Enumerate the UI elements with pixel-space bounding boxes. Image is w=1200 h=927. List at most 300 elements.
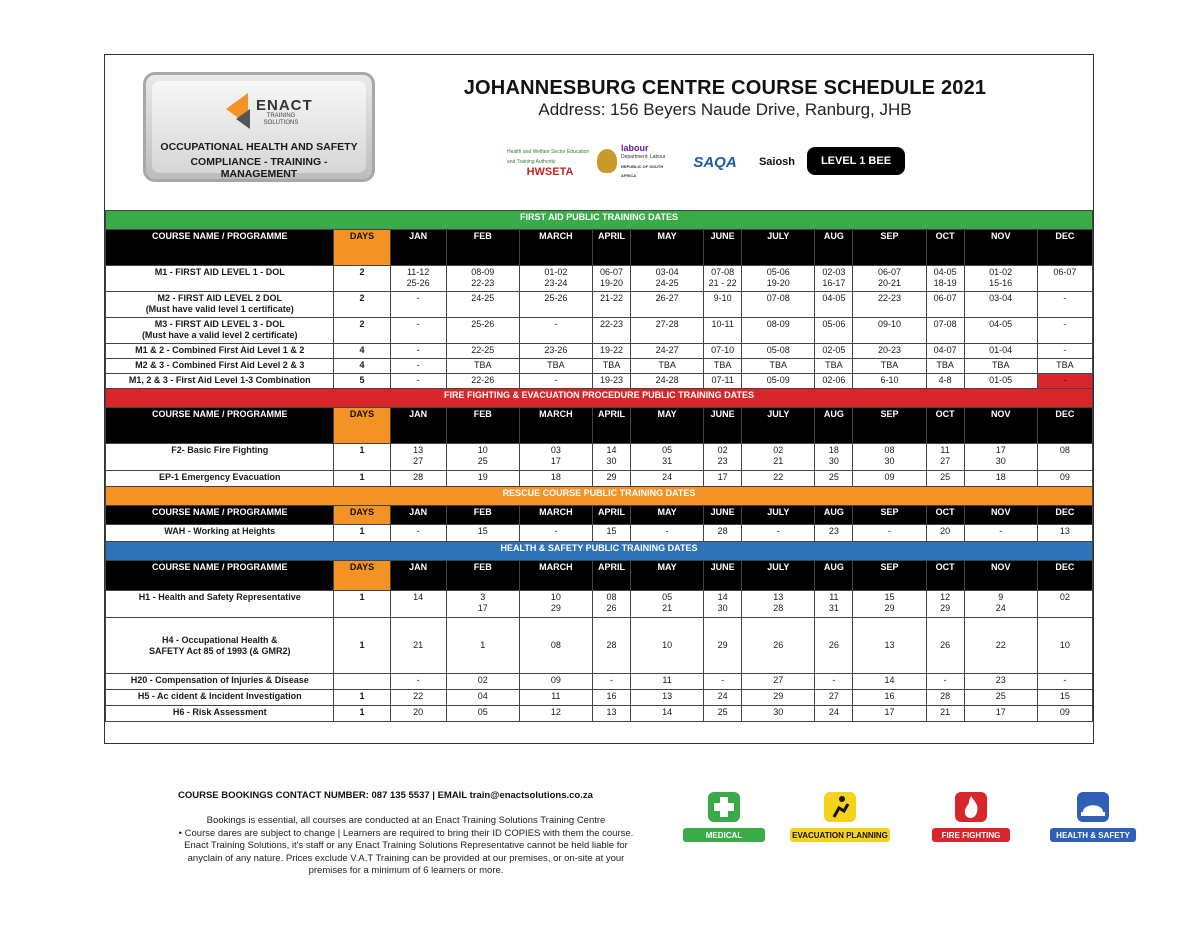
date-cell — [519, 690, 592, 706]
date-line-1: 24-28 — [655, 375, 679, 385]
date-cell — [446, 706, 519, 722]
header-month: DEC — [1037, 408, 1092, 444]
medical-cross-icon — [708, 792, 740, 822]
date-cell — [592, 292, 630, 318]
date-cell — [815, 618, 853, 674]
section-title: HEALTH & SAFETY PUBLIC TRAINING DATES — [106, 542, 1093, 561]
date-line-1: 09 — [1059, 707, 1070, 717]
date-line-1: 13 — [662, 691, 673, 701]
course-name-line-1: EP-1 Emergency Evacuation — [158, 472, 281, 482]
date-line-1: 15 — [606, 526, 617, 536]
date-cell — [1037, 444, 1092, 471]
date-line-1: - — [416, 345, 420, 355]
date-cell — [446, 444, 519, 471]
date-line-1: TBA — [825, 360, 843, 370]
course-name-line-2: SAFETY Act 85 of 1993 (& GMR2) — [148, 645, 291, 656]
date-line-1: - — [887, 526, 891, 536]
date-line-1: 19-23 — [599, 375, 623, 385]
header-month: SEP — [853, 561, 926, 591]
date-cell — [853, 359, 926, 374]
date-cell — [592, 591, 630, 618]
date-line-1: 04 — [477, 691, 488, 701]
date-line-2: 17 — [550, 456, 561, 466]
logo-subtitle: TRAINING SOLUTIONS — [263, 113, 299, 126]
date-line-2: 28 — [773, 603, 784, 613]
date-cell — [1037, 471, 1092, 487]
course-name-line-1: F2- Basic Fire Fighting — [171, 445, 269, 455]
date-line-1: 13 — [773, 592, 784, 602]
date-cell — [390, 444, 446, 471]
date-cell — [742, 318, 815, 344]
header-course: COURSE NAME / PROGRAMME — [106, 230, 334, 266]
date-line-1: 25 — [995, 691, 1006, 701]
date-line-1: - — [1063, 675, 1067, 685]
logo-tagline-1: OCCUPATIONAL HEALTH AND SAFETY — [160, 141, 358, 153]
date-cell — [964, 344, 1037, 359]
date-line-1: 10 — [550, 592, 561, 602]
header-month: JAN — [390, 408, 446, 444]
date-cell — [815, 690, 853, 706]
date-cell — [704, 374, 742, 389]
date-line-1: TBA — [713, 360, 732, 370]
date-cell — [853, 318, 926, 344]
course-row — [106, 690, 1093, 706]
date-cell — [631, 359, 704, 374]
date-line-1: 08 — [884, 445, 895, 455]
date-line-1: 27-28 — [655, 319, 679, 329]
date-line-1: 6-10 — [880, 375, 899, 385]
labour-logo: labour Department: Labour REPUBLIC OF SOUTH AFRICA — [597, 147, 677, 177]
date-cell — [519, 292, 592, 318]
date-cell — [631, 318, 704, 344]
course-row — [106, 374, 1093, 389]
course-name-line-1: H20 - Compensation of Injuries & Disease — [130, 675, 309, 685]
course-row — [106, 318, 1093, 344]
date-line-1: 21-22 — [599, 293, 623, 303]
date-cell — [1037, 618, 1092, 674]
date-line-2: 30 — [995, 456, 1006, 466]
date-cell — [390, 374, 446, 389]
evacuation-icon — [824, 792, 856, 822]
date-line-1: 28 — [717, 526, 728, 536]
date-line-1: 06-07 — [877, 267, 901, 277]
date-cell — [1037, 591, 1092, 618]
date-cell — [815, 359, 853, 374]
date-cell — [1037, 690, 1092, 706]
date-cell — [926, 591, 964, 618]
course-name-line-2: (Must have valid level 1 certificate) — [145, 304, 294, 314]
course-row — [106, 525, 1093, 542]
course-days: 5 — [334, 374, 390, 389]
date-line-1: 16 — [606, 691, 617, 701]
date-line-1: - — [416, 319, 420, 329]
header-month: FEB — [446, 506, 519, 525]
date-cell — [742, 618, 815, 674]
date-cell — [390, 618, 446, 674]
header-month: NOV — [964, 408, 1037, 444]
date-cell — [815, 591, 853, 618]
date-cell — [446, 525, 519, 542]
date-line-2: 25-26 — [406, 278, 430, 288]
date-cell — [704, 266, 742, 292]
date-cell — [592, 525, 630, 542]
date-cell — [742, 444, 815, 471]
header-course: COURSE NAME / PROGRAMME — [106, 561, 334, 591]
date-cell — [964, 266, 1037, 292]
date-line-1: 18 — [828, 445, 839, 455]
header-month: OCT — [926, 408, 964, 444]
date-cell — [964, 706, 1037, 722]
date-line-1: 12 — [940, 592, 951, 602]
course-name-line-1: H1 - Health and Safety Representative — [138, 592, 301, 602]
date-cell — [631, 674, 704, 690]
date-line-1: 05 — [477, 707, 488, 717]
date-cell — [446, 674, 519, 690]
header-month: AUG — [815, 506, 853, 525]
date-line-1: 19 — [477, 472, 488, 482]
date-line-1: 07-11 — [711, 375, 734, 385]
schedule-frame — [104, 54, 1094, 744]
date-line-1: 06-07 — [933, 293, 957, 303]
date-cell — [964, 591, 1037, 618]
column-header-row — [106, 230, 1093, 266]
course-row — [106, 444, 1093, 471]
date-line-2: 26 — [606, 603, 617, 613]
header-month: NOV — [964, 230, 1037, 266]
date-line-2: 23 — [717, 456, 728, 466]
date-cell — [926, 444, 964, 471]
page-title: JOHANNESBURG CENTRE COURSE SCHEDULE 2021 — [463, 77, 987, 99]
date-cell — [390, 344, 446, 359]
date-cell — [815, 266, 853, 292]
date-cell — [964, 674, 1037, 690]
booking-contact: COURSE BOOKINGS CONTACT NUMBER: 087 135 5537 | EMAIL train@enactsolutions.co.za — [178, 790, 593, 801]
date-line-1: TBA — [547, 360, 565, 370]
date-line-1: 22-23 — [599, 319, 623, 329]
date-line-1: 09-10 — [877, 319, 901, 329]
date-line-1: 02 — [1059, 592, 1070, 602]
date-cell — [446, 618, 519, 674]
date-cell — [704, 344, 742, 359]
date-cell — [815, 318, 853, 344]
date-cell — [815, 344, 853, 359]
header-month: MAY — [631, 408, 704, 444]
header-month: MARCH — [519, 408, 592, 444]
course-name — [106, 706, 334, 722]
date-line-2: 21 — [773, 456, 784, 466]
date-line-1: 07-08 — [933, 319, 957, 329]
accreditation-logos — [507, 143, 907, 178]
date-cell — [742, 471, 815, 487]
date-line-1: - — [1063, 345, 1067, 355]
header-month: AUG — [815, 408, 853, 444]
course-name-line-2: (Must have a valid level 2 certificate) — [141, 330, 298, 340]
date-cell — [519, 706, 592, 722]
course-row — [106, 618, 1093, 674]
date-cell — [926, 359, 964, 374]
date-line-2: 20-21 — [877, 278, 901, 288]
date-line-1: 27 — [773, 675, 784, 685]
date-cell — [519, 444, 592, 471]
date-cell — [592, 266, 630, 292]
date-cell — [592, 690, 630, 706]
date-line-1: 18 — [550, 472, 561, 482]
date-line-1: 05-06 — [766, 267, 790, 277]
date-line-2: 22-23 — [471, 278, 495, 288]
date-line-1: 11 — [829, 592, 839, 602]
date-cell — [926, 374, 964, 389]
column-header-row — [106, 506, 1093, 525]
date-line-1: 08 — [606, 592, 617, 602]
header-month: DEC — [1037, 230, 1092, 266]
date-cell — [519, 525, 592, 542]
section-title: RESCUE COURSE PUBLIC TRAINING DATES — [106, 487, 1093, 506]
date-cell — [815, 374, 853, 389]
header-month: SEP — [853, 408, 926, 444]
course-name-line-1: M2 & 3 - Combined First Aid Level 2 & 3 — [135, 360, 305, 370]
date-line-1: 16 — [884, 691, 895, 701]
date-line-1: 28 — [413, 472, 424, 482]
date-cell — [631, 525, 704, 542]
date-cell — [853, 690, 926, 706]
date-line-2: 19-20 — [599, 278, 623, 288]
date-line-1: 9 — [998, 592, 1004, 602]
health-safety-badge: HEALTH & SAFETY — [1050, 792, 1136, 846]
date-line-1: 14 — [606, 445, 617, 455]
date-line-1: 3 — [480, 592, 486, 602]
date-cell — [853, 444, 926, 471]
date-line-1: - — [609, 675, 613, 685]
date-line-1: 02-05 — [822, 345, 846, 355]
date-line-2: 16-17 — [822, 278, 846, 288]
date-line-2: 18-19 — [933, 278, 957, 288]
header-month: NOV — [964, 561, 1037, 591]
date-cell — [815, 444, 853, 471]
date-cell — [519, 674, 592, 690]
date-line-1: 22 — [773, 472, 784, 482]
date-line-1: 25 — [828, 472, 839, 482]
date-cell — [631, 292, 704, 318]
date-line-1: 08-09 — [471, 267, 495, 277]
date-cell — [853, 674, 926, 690]
date-cell — [742, 690, 815, 706]
medical-badge: MEDICAL — [683, 792, 765, 846]
date-line-1: 26 — [940, 640, 951, 650]
date-cell — [926, 618, 964, 674]
date-cell — [853, 292, 926, 318]
date-cell — [519, 344, 592, 359]
date-line-1: 07-08 — [766, 293, 790, 303]
header-month: JAN — [390, 506, 446, 525]
date-line-1: 26 — [773, 640, 784, 650]
date-line-1: 02 — [773, 445, 784, 455]
date-cell — [519, 374, 592, 389]
date-cell — [592, 471, 630, 487]
date-cell — [704, 591, 742, 618]
date-line-1: 07-10 — [711, 345, 735, 355]
coat-of-arms-icon — [597, 149, 617, 173]
date-line-1: TBA — [769, 360, 788, 370]
course-days: 1 — [334, 591, 390, 618]
header-month: APRIL — [592, 408, 630, 444]
header-month: MAY — [631, 561, 704, 591]
date-cell — [446, 344, 519, 359]
date-line-1: 14 — [717, 592, 728, 602]
date-line-1: - — [832, 675, 836, 685]
date-line-1: 17 — [995, 445, 1006, 455]
date-cell — [815, 525, 853, 542]
date-line-1: 17 — [995, 707, 1006, 717]
course-name-line-1: M1 & 2 - Combined First Aid Level 1 & 2 — [135, 345, 305, 355]
date-cell — [390, 292, 446, 318]
course-days: 4 — [334, 344, 390, 359]
date-cell — [704, 690, 742, 706]
course-name-line-1: H6 - Risk Assessment — [172, 707, 267, 717]
date-cell — [592, 444, 630, 471]
date-cell — [704, 618, 742, 674]
course-row — [106, 706, 1093, 722]
course-name-line-1: H4 - Occupational Health & — [161, 634, 278, 645]
section-title-row — [106, 389, 1093, 408]
header-month: DEC — [1037, 561, 1092, 591]
saiosh-logo: Saiosh — [758, 156, 796, 168]
header-month: AUG — [815, 230, 853, 266]
date-cell — [853, 525, 926, 542]
hard-hat-icon — [1077, 792, 1109, 822]
date-cell — [592, 706, 630, 722]
course-days: 1 — [334, 525, 390, 542]
date-line-1: 02-06 — [822, 375, 846, 385]
course-days: 4 — [334, 359, 390, 374]
date-line-2: 30 — [606, 456, 617, 466]
date-cell — [631, 344, 704, 359]
date-line-1: 23 — [828, 526, 839, 536]
date-cell — [592, 318, 630, 344]
course-name-line-1: M2 - FIRST AID LEVEL 2 DOL — [157, 293, 282, 303]
date-line-2: 30 — [884, 456, 895, 466]
date-line-1: - — [999, 526, 1003, 536]
date-cell — [742, 525, 815, 542]
date-line-2: 31 — [662, 456, 673, 466]
header-month: OCT — [926, 230, 964, 266]
date-cell — [926, 318, 964, 344]
date-line-1: TBA — [936, 360, 954, 370]
header-month: MARCH — [519, 230, 592, 266]
header-month: MARCH — [519, 561, 592, 591]
date-cell — [926, 344, 964, 359]
date-cell — [519, 471, 592, 487]
date-cell — [926, 525, 964, 542]
header-month: JUNE — [704, 506, 742, 525]
header-month: JUNE — [704, 230, 742, 266]
course-name — [106, 674, 334, 690]
section-title-row — [106, 487, 1093, 506]
date-cell — [631, 618, 704, 674]
course-days: 1 — [334, 444, 390, 471]
date-line-1: 25-26 — [471, 319, 495, 329]
date-cell — [704, 471, 742, 487]
date-line-1: 11 — [551, 691, 561, 701]
date-line-1: 9-10 — [713, 293, 732, 303]
date-line-1: 08 — [550, 640, 561, 650]
date-line-1: 14 — [884, 675, 895, 685]
date-line-1: - — [943, 675, 947, 685]
date-line-1: 21 — [413, 640, 424, 650]
date-cell — [853, 374, 926, 389]
header-month: JULY — [742, 230, 815, 266]
date-cell — [704, 706, 742, 722]
header-month: APRIL — [592, 561, 630, 591]
date-cell — [390, 318, 446, 344]
date-line-1: 05-08 — [766, 345, 790, 355]
date-cell — [390, 706, 446, 722]
course-row — [106, 292, 1093, 318]
header-month: MARCH — [519, 506, 592, 525]
date-cell — [704, 525, 742, 542]
date-line-1: 08 — [1059, 445, 1070, 455]
date-cell — [390, 471, 446, 487]
header-month: JAN — [390, 230, 446, 266]
date-line-1: - — [1063, 375, 1067, 385]
date-line-1: - — [1063, 293, 1067, 303]
course-days: 2 — [334, 292, 390, 318]
date-cell — [853, 471, 926, 487]
date-line-1: 01-05 — [989, 375, 1013, 385]
date-cell — [519, 266, 592, 292]
date-line-1: 02 — [717, 445, 728, 455]
date-line-1: 20-23 — [877, 345, 901, 355]
date-line-1: 22-25 — [471, 345, 495, 355]
date-line-1: 09 — [1059, 472, 1070, 482]
section-title-row — [106, 211, 1093, 230]
date-cell — [853, 266, 926, 292]
date-cell — [446, 591, 519, 618]
date-line-1: - — [1063, 319, 1067, 329]
date-line-1: 22 — [413, 691, 424, 701]
course-row — [106, 344, 1093, 359]
date-line-1: 26 — [828, 640, 839, 650]
course-days: 1 — [334, 618, 390, 674]
date-line-1: 03-04 — [655, 267, 679, 277]
date-cell — [592, 344, 630, 359]
date-cell — [631, 706, 704, 722]
date-line-2: 27 — [940, 456, 951, 466]
date-cell — [519, 591, 592, 618]
date-cell — [1037, 292, 1092, 318]
date-cell — [446, 266, 519, 292]
date-cell — [631, 690, 704, 706]
date-line-2: 29 — [940, 603, 951, 613]
date-line-1: 28 — [606, 640, 617, 650]
date-line-2: 17 — [477, 603, 488, 613]
date-cell — [704, 292, 742, 318]
date-cell — [446, 374, 519, 389]
bee-level-badge: LEVEL 1 BEE — [807, 147, 905, 175]
section-title: FIRE FIGHTING & EVACUATION PROCEDURE PUBLIC TRAINING DATES — [106, 389, 1093, 408]
date-line-1: 05 — [662, 445, 673, 455]
course-name — [106, 471, 334, 487]
date-line-1: 05-06 — [822, 319, 846, 329]
date-line-1: TBA — [991, 360, 1010, 370]
date-cell — [926, 471, 964, 487]
header — [105, 55, 1093, 210]
course-name-line-1: M1 - FIRST AID LEVEL 1 - DOL — [154, 267, 285, 277]
date-cell — [1037, 674, 1092, 690]
date-cell — [853, 618, 926, 674]
date-cell — [631, 374, 704, 389]
header-month: JUNE — [704, 408, 742, 444]
course-row — [106, 674, 1093, 690]
